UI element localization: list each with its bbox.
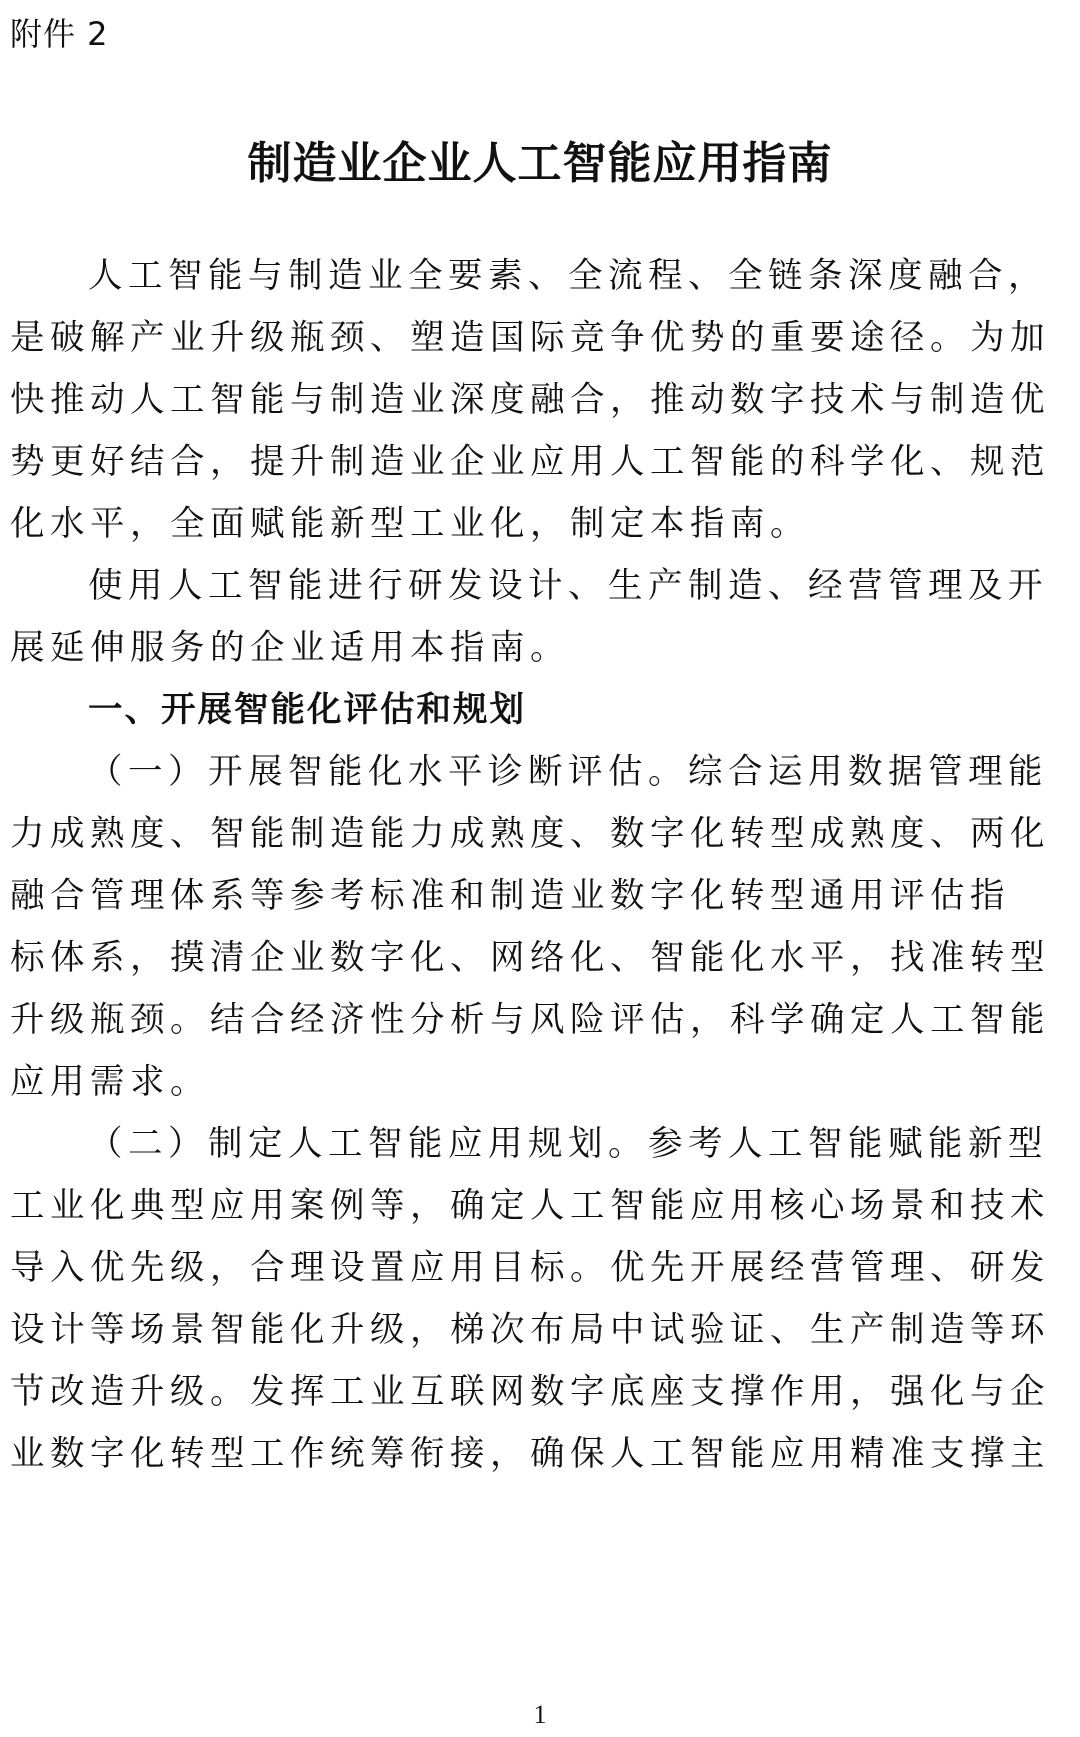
page-number: 1 (533, 1700, 547, 1729)
document-title: 制造业企业人工智能应用指南 (247, 138, 833, 189)
paragraph-line: 业数字化转型工作统筹衔接，确保人工智能应用精准支撑主 (10, 1434, 1050, 1474)
paragraph-line: 使用人工智能进行研发设计、生产制造、经营管理及开 (88, 566, 1048, 606)
paragraph-line: 是破解产业升级瓶颈、塑造国际竞争优势的重要途径。为加 (10, 318, 1050, 358)
paragraph-line: 人工智能与制造业全要素、全流程、全链条深度融合， (88, 256, 1048, 296)
paragraph-line: 应用需求。 (10, 1062, 210, 1102)
paragraph-line: 融合管理体系等参考标准和制造业数字化转型通用评估指 (10, 876, 1010, 916)
paragraph-line: 升级瓶颈。结合经济性分析与风险评估，科学确定人工智能 (10, 1000, 1050, 1040)
subsection-line: （二）制定人工智能应用规划。参考人工智能赋能新型 (88, 1124, 1048, 1164)
paragraph-line: 展延伸服务的企业适用本指南。 (10, 628, 570, 668)
section-heading: 一、开展智能化评估和规划 (88, 690, 526, 730)
attachment-label: 附件 2 (10, 15, 109, 53)
paragraph-line: 标体系，摸清企业数字化、网络化、智能化水平，找准转型 (10, 938, 1050, 978)
paragraph-line: 工业化典型应用案例等，确定人工智能应用核心场景和技术 (10, 1186, 1050, 1226)
paragraph-line: 势更好结合，提升制造业企业应用人工智能的科学化、规范 (10, 442, 1050, 482)
paragraph-line: 节改造升级。发挥工业互联网数字底座支撑作用，强化与企 (10, 1372, 1050, 1412)
paragraph-line: 快推动人工智能与制造业深度融合，推动数字技术与制造优 (10, 380, 1050, 420)
paragraph-line: 化水平，全面赋能新型工业化，制定本指南。 (10, 504, 810, 544)
subsection-line: （一）开展智能化水平诊断评估。综合运用数据管理能 (88, 752, 1048, 792)
paragraph-line: 力成熟度、智能制造能力成熟度、数字化转型成熟度、两化 (10, 814, 1050, 854)
paragraph-line: 导入优先级，合理设置应用目标。优先开展经营管理、研发 (10, 1248, 1050, 1288)
paragraph-line: 设计等场景智能化升级，梯次布局中试验证、生产制造等环 (10, 1310, 1050, 1350)
